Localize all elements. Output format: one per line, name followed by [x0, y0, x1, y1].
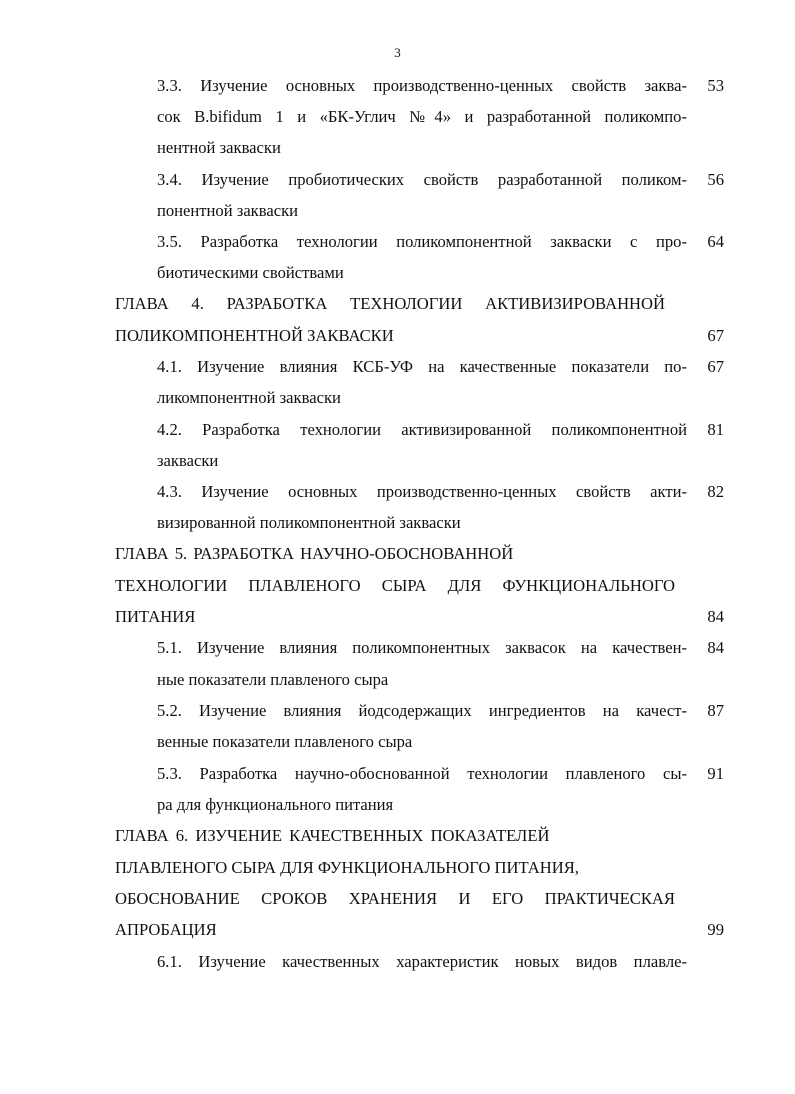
toc-page-number: 67	[707, 326, 724, 345]
toc-chapter-line: ТЕХНОЛОГИИ ПЛАВЛЕНОГО СЫРА ДЛЯ ФУНКЦИОНАЛЬНОГО	[115, 576, 675, 595]
page-number: 3	[394, 45, 401, 60]
toc-chapter-line: ПЛАВЛЕНОГО СЫРА ДЛЯ ФУНКЦИОНАЛЬНОГО ПИТАНИЯ,	[115, 858, 579, 877]
toc-entry-line: 5.2. Изучение влияния йодсодержащих ингредиентов на качест-	[157, 701, 687, 720]
toc-entry-line: понентной закваски	[157, 201, 299, 220]
toc-entry-line: 3.4. Изучение пробиотических свойств разработанной поликом-	[157, 170, 687, 189]
toc-entry-line: ликомпонентной закваски	[157, 388, 341, 407]
toc-page-number: 84	[707, 638, 724, 657]
toc-chapter-line: ГЛАВА 4. РАЗРАБОТКА ТЕХНОЛОГИИ АКТИВИЗИРОВАННОЙ	[115, 294, 665, 313]
toc-entry-line: 4.1. Изучение влияния КСБ-УФ на качественные показатели по-	[157, 357, 687, 376]
toc-page-number: 56	[707, 170, 724, 189]
toc-entry-line: 6.1. Изучение качественных характеристик новых видов плавле-	[157, 952, 687, 971]
toc-chapter-line: ГЛАВА 5. РАЗРАБОТКА НАУЧНО-ОБОСНОВАННОЙ	[115, 544, 514, 563]
toc-page-number: 99	[707, 920, 724, 939]
toc-entry-line: визированной поликомпонентной закваски	[157, 513, 461, 532]
toc-chapter-line: ГЛАВА 6. ИЗУЧЕНИЕ КАЧЕСТВЕННЫХ ПОКАЗАТЕЛЕЙ	[115, 826, 550, 845]
toc-entry-line: 5.1. Изучение влияния поликомпонентных заквасок на качествен-	[157, 638, 687, 657]
toc-entry-line: 4.2. Разработка технологии активизированной поликомпонентной	[157, 420, 687, 439]
toc-entry-line: нентной закваски	[157, 138, 281, 157]
toc-chapter-line: ПИТАНИЯ	[115, 607, 196, 626]
toc-page-number: 91	[707, 764, 724, 783]
toc-page-number: 81	[707, 420, 724, 439]
toc-page-number: 67	[707, 357, 724, 376]
toc-page-number: 84	[707, 607, 724, 626]
toc-chapter-line: ОБОСНОВАНИЕ СРОКОВ ХРАНЕНИЯ И ЕГО ПРАКТИЧЕСКАЯ	[115, 889, 675, 908]
toc-entry-line: закваски	[157, 451, 219, 470]
toc-entry-line: сок B.bifidum 1 и «БК-Углич №4» и разработанной поликомпо-	[157, 107, 687, 126]
toc-entry-line: 4.3. Изучение основных производственно-ценных свойств акти-	[157, 482, 687, 501]
toc-page-number: 82	[707, 482, 724, 501]
toc-entry-line: 5.3. Разработка научно-обоснованной технологии плавленого сы-	[157, 764, 687, 783]
toc-entry-line: 3.5. Разработка технологии поликомпонентной закваски с про-	[157, 232, 687, 251]
toc-chapter-line: ПОЛИКОМПОНЕНТНОЙ ЗАКВАСКИ	[115, 326, 394, 345]
toc-entry-line: 3.3. Изучение основных производственно-ценных свойств заква-	[157, 76, 687, 95]
toc-entry-line: биотическими свойствами	[157, 263, 344, 282]
toc-entry-line: ные показатели плавленого сыра	[157, 670, 389, 689]
toc-page-number: 64	[707, 232, 724, 251]
toc-page-number: 53	[707, 76, 724, 95]
toc-chapter-line: АПРОБАЦИЯ	[115, 920, 217, 939]
toc-entry-line: ра для функционального питания	[157, 795, 394, 814]
toc-page-number: 87	[707, 701, 724, 720]
toc-entry-line: венные показатели плавленого сыра	[157, 732, 413, 751]
